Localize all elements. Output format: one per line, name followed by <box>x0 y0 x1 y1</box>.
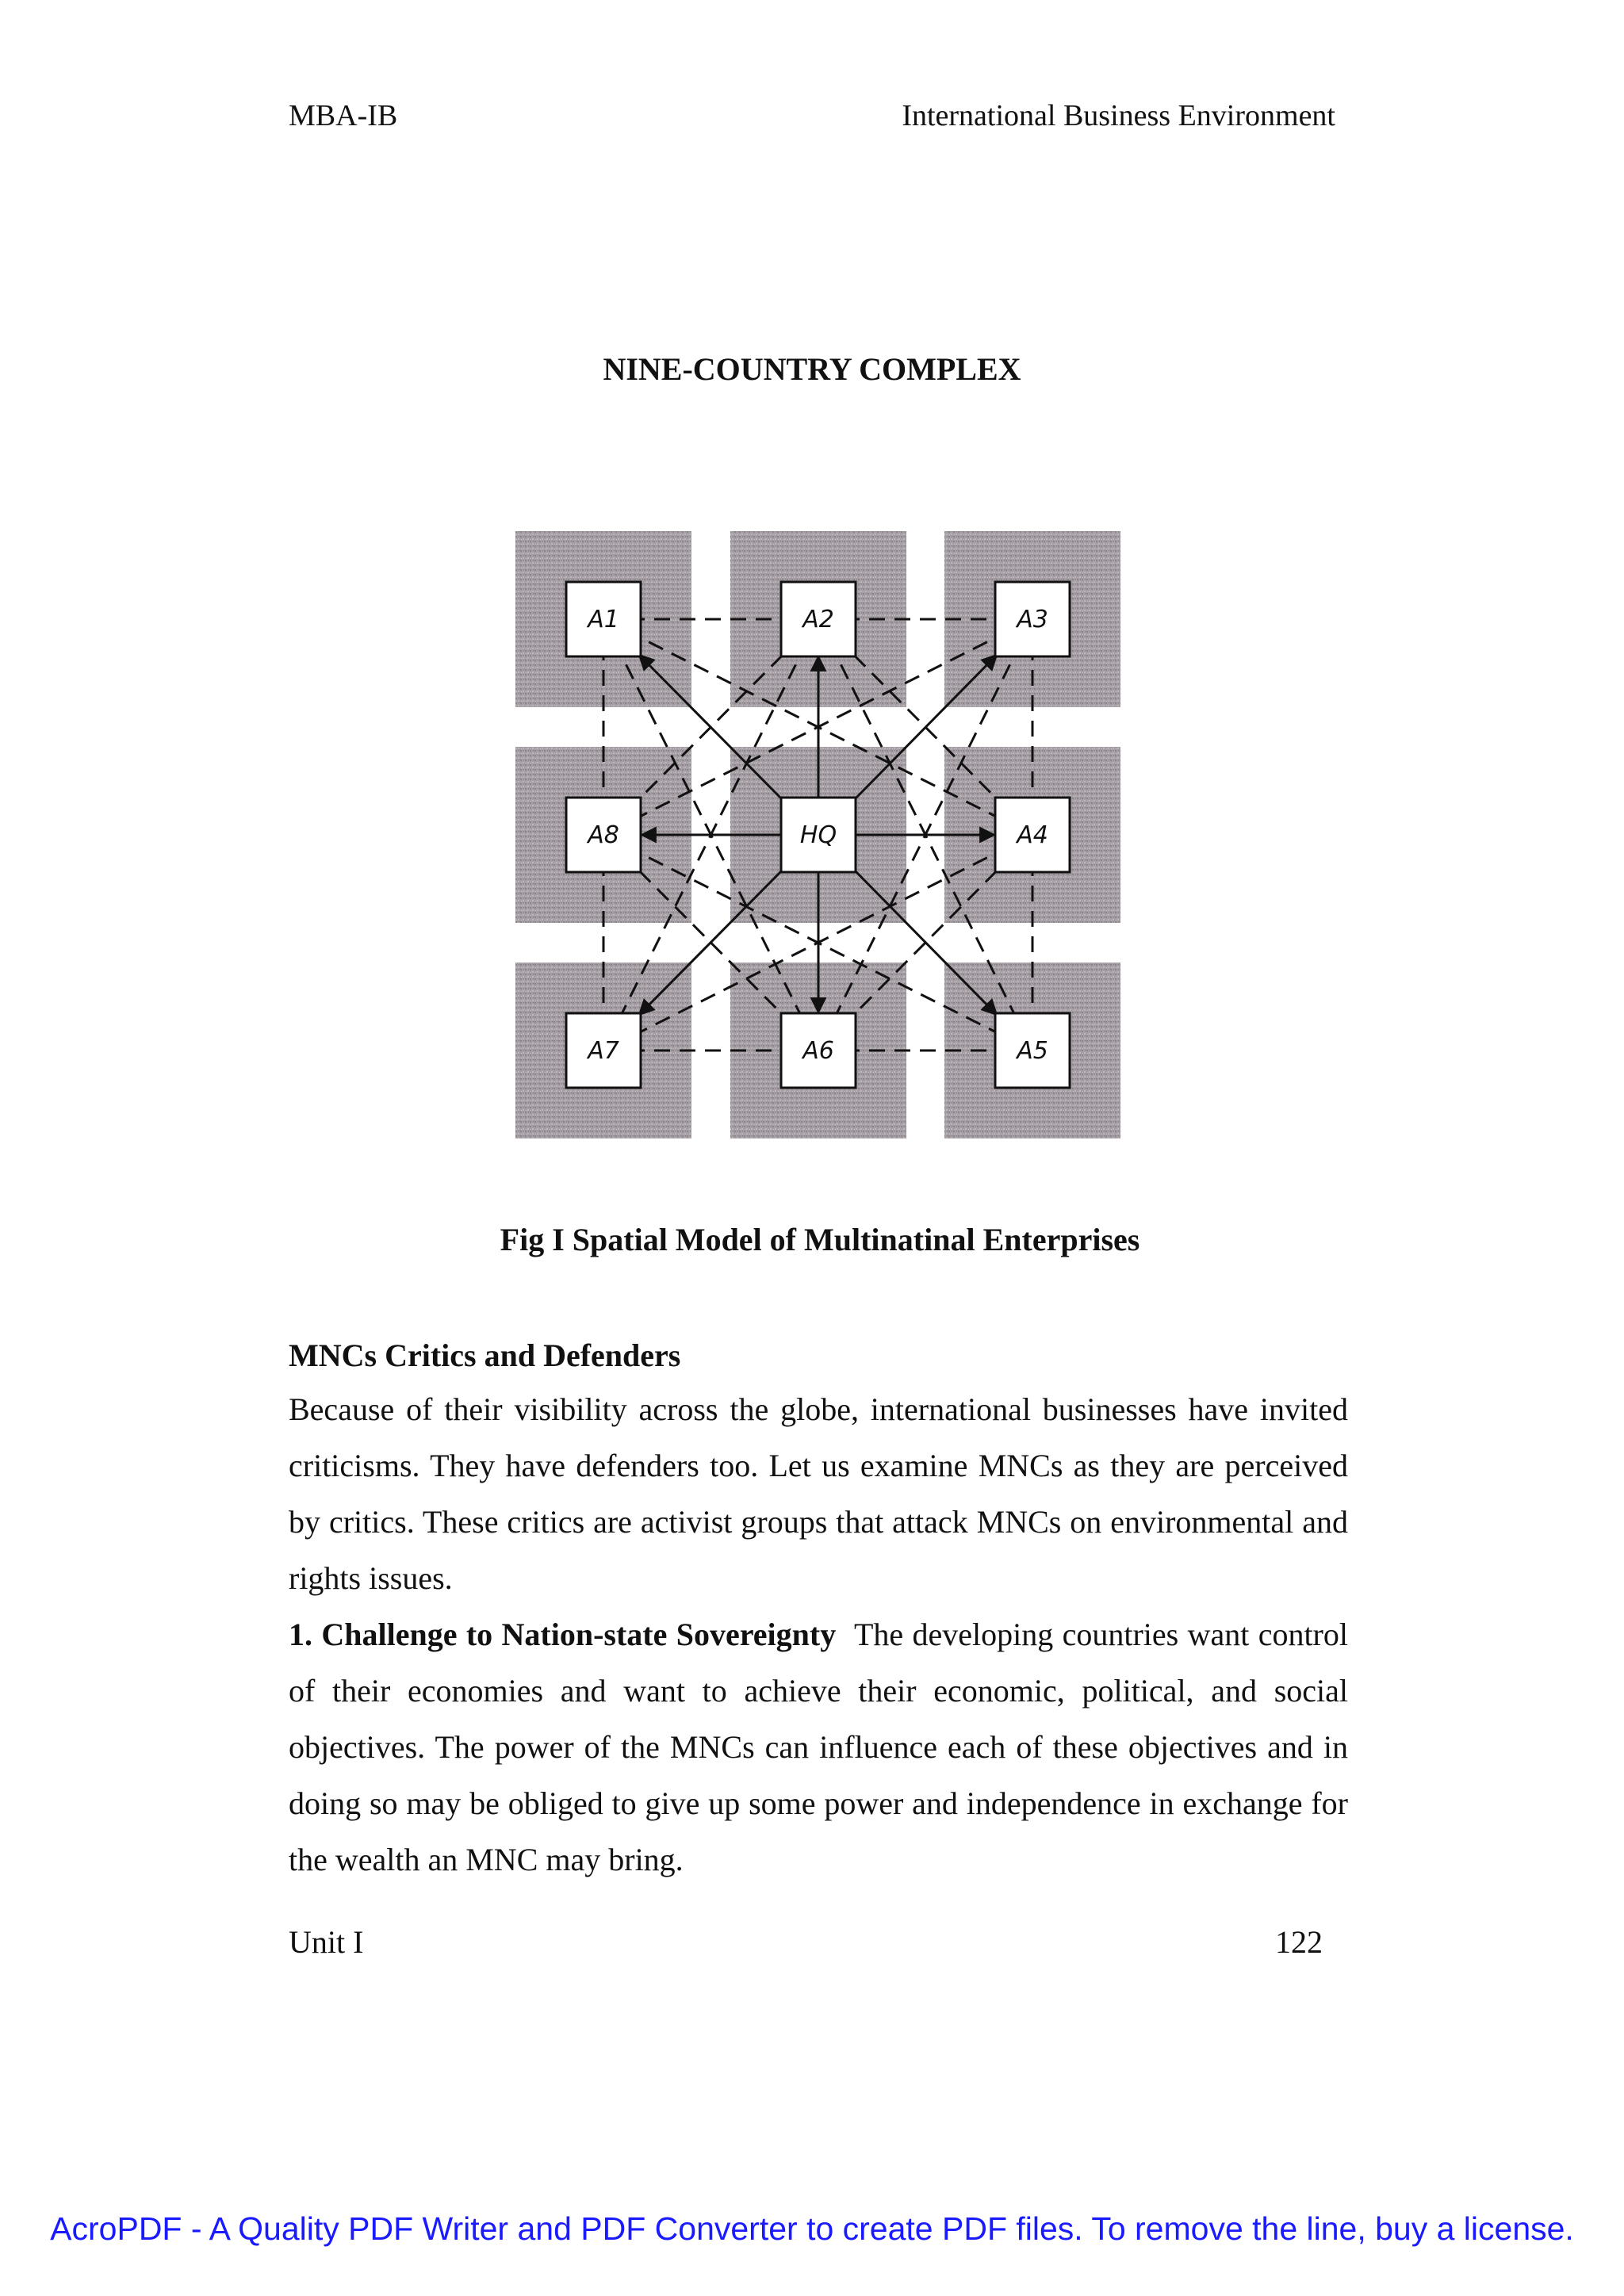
header-left: MBA-IB <box>289 99 398 132</box>
nine-country-diagram <box>515 531 1120 1138</box>
item-1-text: The developing countries want control of their economies and want to achieve their economic, political, and social objectives. The power of the MNCs can influence each of these objectives and in doing so may be obliged to give up some power and independence in exchange for the wealth an MNC may bring. <box>289 1617 1348 1877</box>
node-label-a7: A7 <box>588 1037 619 1065</box>
footer-unit: Unit I <box>289 1924 364 1960</box>
node-label-a4: A4 <box>1017 821 1048 849</box>
figure-caption: Fig I Spatial Model of Multinatinal Enterprises <box>500 1222 1140 1257</box>
item-1-title: 1. Challenge to Nation-state Sovereignty <box>289 1617 837 1652</box>
node-label-a1: A1 <box>588 606 619 633</box>
node-label-a5: A5 <box>1017 1037 1048 1065</box>
section-content <box>289 1330 1348 1888</box>
acropdf-watermark: AcroPDF - A Quality PDF Writer and PDF Converter to create PDF files. To remove the line, buy a license. <box>50 2210 1574 2247</box>
item-1-paragraph <box>289 1606 1348 1888</box>
section-heading: MNCs Critics and Defenders <box>289 1337 681 1373</box>
node-label-a2: A2 <box>802 606 834 633</box>
header-right: International Business Environment <box>902 99 1335 132</box>
page-number: 122 <box>1275 1924 1323 1960</box>
node-label-a8: A8 <box>588 821 619 849</box>
node-label-a3: A3 <box>1017 606 1048 633</box>
intro-paragraph: Because of their visibility across the globe, international businesses have invited criticisms. They have defenders too. Let us examine MNCs as they are perceived by critics. These critics are activist groups that attack MNCs on environmental and rights issues. <box>289 1391 1348 1596</box>
node-label-hq: HQ <box>799 821 837 849</box>
page-title: NINE-COUNTRY COMPLEX <box>603 351 1021 387</box>
node-label-a6: A6 <box>802 1037 834 1065</box>
